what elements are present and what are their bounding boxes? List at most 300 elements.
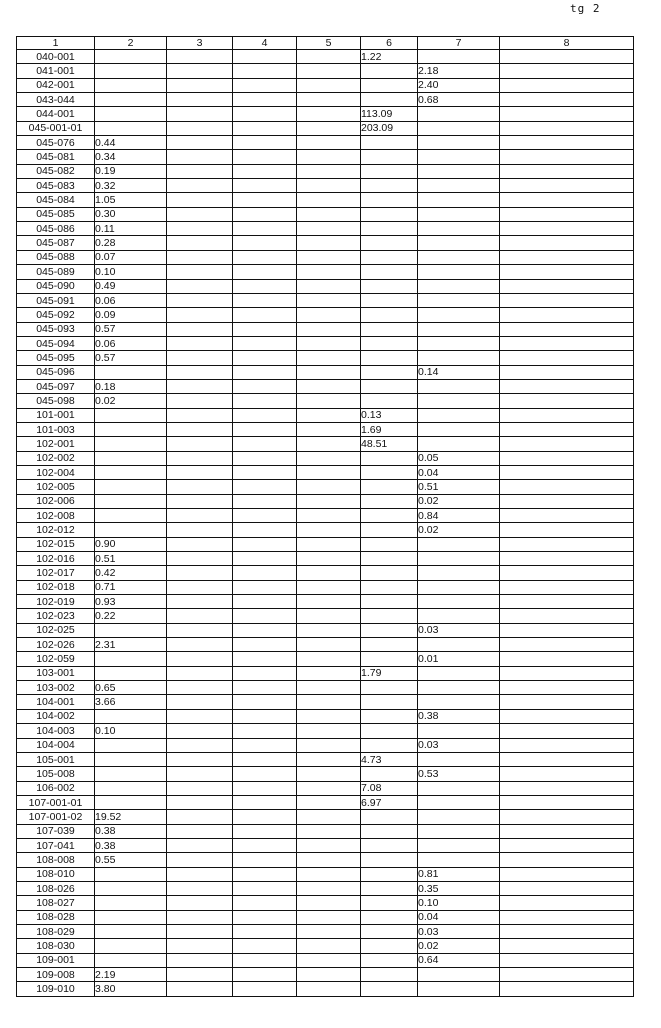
table-cell: 109-001: [17, 953, 95, 967]
table-cell: [233, 150, 297, 164]
table-cell: [233, 351, 297, 365]
table-row: [17, 896, 634, 910]
table-cell: 045-091: [17, 293, 95, 307]
table-cell: [167, 609, 233, 623]
table-body: [17, 50, 634, 997]
table-row: [17, 150, 634, 164]
table-cell: 045-096: [17, 365, 95, 379]
table-cell: [167, 595, 233, 609]
table-cell: [167, 953, 233, 967]
table-cell: [233, 695, 297, 709]
table-cell: 0.02: [418, 939, 500, 953]
table-cell: [297, 437, 361, 451]
table-cell: [167, 480, 233, 494]
table-row: [17, 910, 634, 924]
table-cell: [500, 465, 634, 479]
table-row: [17, 336, 634, 350]
table-cell: 108-027: [17, 896, 95, 910]
table-cell: 0.42: [95, 566, 167, 580]
table-cell: [418, 222, 500, 236]
table-cell: 102-005: [17, 480, 95, 494]
table-cell: [233, 78, 297, 92]
table-cell: [233, 322, 297, 336]
table-cell: [167, 322, 233, 336]
table-cell: [297, 308, 361, 322]
table-cell: 0.51: [95, 552, 167, 566]
table-cell: [361, 308, 418, 322]
table-row: [17, 867, 634, 881]
table-cell: [361, 494, 418, 508]
table-cell: [167, 365, 233, 379]
table-cell: [167, 336, 233, 350]
table-row: [17, 250, 634, 264]
table-cell: 0.13: [361, 408, 418, 422]
table-cell: [167, 136, 233, 150]
table-cell: [297, 465, 361, 479]
column-header: 4: [233, 37, 297, 50]
table-cell: [95, 652, 167, 666]
table-row: [17, 78, 634, 92]
table-cell: 1.05: [95, 193, 167, 207]
table-cell: [95, 795, 167, 809]
table-cell: [167, 881, 233, 895]
table-cell: [233, 64, 297, 78]
table-row: [17, 207, 634, 221]
table-cell: 0.11: [95, 222, 167, 236]
table-cell: 045-083: [17, 179, 95, 193]
table-cell: 101-003: [17, 422, 95, 436]
table-cell: [95, 709, 167, 723]
table-row: [17, 709, 634, 723]
table-cell: 0.03: [418, 738, 500, 752]
table-cell: [500, 695, 634, 709]
table-cell: [95, 422, 167, 436]
table-cell: [361, 982, 418, 996]
table-cell: [500, 552, 634, 566]
table-cell: [297, 595, 361, 609]
table-cell: [233, 437, 297, 451]
table-cell: [233, 336, 297, 350]
table-cell: [167, 924, 233, 938]
table-cell: [233, 910, 297, 924]
table-cell: [500, 767, 634, 781]
table-cell: [233, 810, 297, 824]
table-cell: [500, 222, 634, 236]
table-cell: [95, 939, 167, 953]
table-cell: [167, 509, 233, 523]
table-cell: [297, 164, 361, 178]
table-cell: [500, 824, 634, 838]
table-cell: [418, 609, 500, 623]
table-cell: [418, 795, 500, 809]
table-cell: [361, 695, 418, 709]
table-cell: 0.07: [95, 250, 167, 264]
table-cell: [95, 121, 167, 135]
table-cell: 109-010: [17, 982, 95, 996]
table-cell: [361, 552, 418, 566]
table-cell: [167, 250, 233, 264]
table-cell: [297, 767, 361, 781]
table-cell: [297, 451, 361, 465]
table-cell: [500, 379, 634, 393]
table-cell: [233, 939, 297, 953]
table-row: [17, 953, 634, 967]
table-cell: 043-044: [17, 93, 95, 107]
table-cell: 108-026: [17, 881, 95, 895]
table-cell: [233, 422, 297, 436]
table-cell: [500, 939, 634, 953]
table-cell: [500, 279, 634, 293]
table-cell: 102-012: [17, 523, 95, 537]
table-cell: 104-003: [17, 724, 95, 738]
table-cell: [500, 924, 634, 938]
table-cell: [95, 408, 167, 422]
table-cell: [297, 236, 361, 250]
table-cell: 0.49: [95, 279, 167, 293]
table-cell: [233, 795, 297, 809]
table-cell: 042-001: [17, 78, 95, 92]
table-row: [17, 580, 634, 594]
table-cell: [361, 193, 418, 207]
table-cell: [500, 365, 634, 379]
table-cell: [297, 953, 361, 967]
table-row: [17, 422, 634, 436]
table-cell: [361, 537, 418, 551]
table-cell: [233, 136, 297, 150]
table-cell: [361, 881, 418, 895]
table-cell: [297, 580, 361, 594]
table-cell: [297, 121, 361, 135]
table-cell: [361, 652, 418, 666]
table-cell: 102-025: [17, 623, 95, 637]
table-cell: [233, 408, 297, 422]
table-cell: 0.30: [95, 207, 167, 221]
table-cell: [418, 250, 500, 264]
table-cell: [167, 638, 233, 652]
table-cell: [418, 566, 500, 580]
table-cell: [361, 523, 418, 537]
table-row: [17, 767, 634, 781]
table-cell: 045-088: [17, 250, 95, 264]
table-cell: [167, 193, 233, 207]
table-cell: [167, 78, 233, 92]
table-row: [17, 222, 634, 236]
table-cell: [418, 838, 500, 852]
table-cell: [361, 465, 418, 479]
table-cell: [233, 107, 297, 121]
table-cell: [500, 494, 634, 508]
table-cell: [418, 724, 500, 738]
table-cell: [418, 193, 500, 207]
table-cell: 102-059: [17, 652, 95, 666]
table-cell: 045-089: [17, 265, 95, 279]
table-cell: [233, 279, 297, 293]
table-cell: [418, 752, 500, 766]
table-cell: [233, 379, 297, 393]
table-cell: [297, 853, 361, 867]
table-cell: [418, 595, 500, 609]
table-cell: [297, 379, 361, 393]
table-cell: [297, 207, 361, 221]
table-cell: [233, 867, 297, 881]
table-cell: [500, 537, 634, 551]
table-cell: [233, 724, 297, 738]
table-cell: [167, 867, 233, 881]
table-cell: [500, 93, 634, 107]
table-cell: [297, 982, 361, 996]
table-cell: [297, 781, 361, 795]
table-cell: [500, 681, 634, 695]
table-cell: 102-004: [17, 465, 95, 479]
table-cell: 102-006: [17, 494, 95, 508]
table-row: [17, 451, 634, 465]
table-cell: 2.40: [418, 78, 500, 92]
table-cell: [361, 853, 418, 867]
table-cell: [167, 150, 233, 164]
table-cell: [233, 293, 297, 307]
table-row: [17, 379, 634, 393]
table-cell: 045-097: [17, 379, 95, 393]
table-cell: [297, 752, 361, 766]
table-cell: 0.04: [418, 910, 500, 924]
table-cell: 7.08: [361, 781, 418, 795]
table-cell: [418, 580, 500, 594]
table-cell: [233, 50, 297, 64]
table-cell: [167, 623, 233, 637]
table-cell: [297, 924, 361, 938]
table-cell: 044-001: [17, 107, 95, 121]
table-cell: 3.66: [95, 695, 167, 709]
column-header: 1: [17, 37, 95, 50]
table-cell: [361, 222, 418, 236]
table-cell: 0.10: [418, 896, 500, 910]
table-cell: [233, 365, 297, 379]
table-cell: [233, 394, 297, 408]
table-cell: [233, 666, 297, 680]
table-row: [17, 781, 634, 795]
table-cell: [500, 724, 634, 738]
table-cell: [500, 566, 634, 580]
table-cell: [500, 853, 634, 867]
table-cell: [418, 179, 500, 193]
table-cell: [418, 322, 500, 336]
table-cell: [500, 838, 634, 852]
table-cell: 0.19: [95, 164, 167, 178]
table-cell: [418, 207, 500, 221]
table-cell: [361, 767, 418, 781]
table-cell: [361, 738, 418, 752]
table-cell: [233, 638, 297, 652]
table-cell: [418, 265, 500, 279]
table-cell: [297, 279, 361, 293]
table-row: [17, 179, 634, 193]
table-cell: [361, 480, 418, 494]
table-cell: [297, 422, 361, 436]
table-cell: 1.69: [361, 422, 418, 436]
table-cell: [167, 838, 233, 852]
table-cell: 045-084: [17, 193, 95, 207]
table-cell: [233, 451, 297, 465]
table-cell: [500, 638, 634, 652]
table-cell: [95, 623, 167, 637]
table-cell: [418, 422, 500, 436]
table-cell: [167, 537, 233, 551]
table-cell: 1.22: [361, 50, 418, 64]
table-cell: [361, 595, 418, 609]
table-row: [17, 552, 634, 566]
table-cell: [297, 968, 361, 982]
table-cell: [361, 924, 418, 938]
table-row: [17, 566, 634, 580]
table-cell: [233, 465, 297, 479]
table-cell: [95, 480, 167, 494]
table-cell: [297, 509, 361, 523]
table-cell: 106-002: [17, 781, 95, 795]
table-row: [17, 236, 634, 250]
table-cell: [500, 64, 634, 78]
table-cell: 108-030: [17, 939, 95, 953]
table-cell: [500, 336, 634, 350]
table-cell: [418, 150, 500, 164]
table-cell: 0.01: [418, 652, 500, 666]
table-cell: [95, 910, 167, 924]
table-cell: 105-001: [17, 752, 95, 766]
table-cell: 045-081: [17, 150, 95, 164]
table-cell: [361, 93, 418, 107]
table-cell: [500, 408, 634, 422]
table-row: [17, 107, 634, 121]
table-cell: [297, 480, 361, 494]
table-cell: 104-004: [17, 738, 95, 752]
table-cell: [167, 896, 233, 910]
table-cell: [233, 982, 297, 996]
table-cell: [418, 982, 500, 996]
table-cell: [95, 437, 167, 451]
table-cell: 040-001: [17, 50, 95, 64]
table-cell: [167, 580, 233, 594]
table-cell: 0.55: [95, 853, 167, 867]
table-cell: [500, 193, 634, 207]
table-cell: [167, 279, 233, 293]
table-cell: [167, 910, 233, 924]
table-row: [17, 408, 634, 422]
table-cell: [233, 222, 297, 236]
table-cell: 0.81: [418, 867, 500, 881]
table-row: [17, 738, 634, 752]
table-cell: 045-095: [17, 351, 95, 365]
table-cell: 0.04: [418, 465, 500, 479]
table-row: [17, 193, 634, 207]
column-header: 2: [95, 37, 167, 50]
table-cell: [297, 795, 361, 809]
table-cell: 045-082: [17, 164, 95, 178]
table-cell: 0.10: [95, 724, 167, 738]
table-cell: [95, 465, 167, 479]
table-cell: [418, 121, 500, 135]
table-cell: [167, 552, 233, 566]
table-cell: [361, 78, 418, 92]
table-cell: [297, 250, 361, 264]
table-row: [17, 365, 634, 379]
table-cell: [418, 394, 500, 408]
table-cell: [361, 236, 418, 250]
table-cell: 48.51: [361, 437, 418, 451]
table-cell: [361, 250, 418, 264]
table-cell: 2.19: [95, 968, 167, 982]
table-cell: [95, 78, 167, 92]
table-cell: [233, 580, 297, 594]
table-cell: 0.06: [95, 336, 167, 350]
table-cell: [361, 351, 418, 365]
table-cell: 102-023: [17, 609, 95, 623]
table-cell: [167, 408, 233, 422]
table-cell: [361, 164, 418, 178]
table-cell: 0.64: [418, 953, 500, 967]
table-cell: [233, 480, 297, 494]
table-cell: 108-010: [17, 867, 95, 881]
column-header: 7: [418, 37, 500, 50]
table-row: [17, 164, 634, 178]
table-cell: [167, 681, 233, 695]
table-row: [17, 50, 634, 64]
table-cell: [95, 523, 167, 537]
table-cell: [95, 451, 167, 465]
table-cell: [418, 695, 500, 709]
table-cell: [297, 265, 361, 279]
table-cell: 0.44: [95, 136, 167, 150]
table-cell: [167, 379, 233, 393]
table-row: [17, 681, 634, 695]
table-cell: [233, 494, 297, 508]
table-cell: 109-008: [17, 968, 95, 982]
table-cell: [500, 523, 634, 537]
table-cell: [361, 968, 418, 982]
table-cell: 0.02: [418, 494, 500, 508]
table-cell: [167, 50, 233, 64]
table-cell: [233, 767, 297, 781]
table-cell: [361, 566, 418, 580]
table-cell: [418, 50, 500, 64]
table-cell: [418, 164, 500, 178]
table-cell: [361, 681, 418, 695]
table-cell: [95, 896, 167, 910]
table-cell: 0.90: [95, 537, 167, 551]
table-cell: [167, 824, 233, 838]
table-cell: 1.79: [361, 666, 418, 680]
table-row: [17, 623, 634, 637]
table-cell: 0.09: [95, 308, 167, 322]
table-row: [17, 810, 634, 824]
table-cell: [297, 336, 361, 350]
table-cell: 0.06: [95, 293, 167, 307]
table-cell: [233, 738, 297, 752]
table-cell: [361, 838, 418, 852]
table-cell: [361, 509, 418, 523]
table-cell: [167, 566, 233, 580]
header-row: [17, 37, 634, 50]
table-cell: [297, 666, 361, 680]
table-cell: 19.52: [95, 810, 167, 824]
table-cell: [167, 523, 233, 537]
table-cell: [500, 982, 634, 996]
table-cell: [500, 652, 634, 666]
table-cell: [361, 709, 418, 723]
table-cell: [297, 150, 361, 164]
table-cell: 101-001: [17, 408, 95, 422]
table-cell: 0.28: [95, 236, 167, 250]
table-cell: [167, 64, 233, 78]
table-cell: [233, 652, 297, 666]
